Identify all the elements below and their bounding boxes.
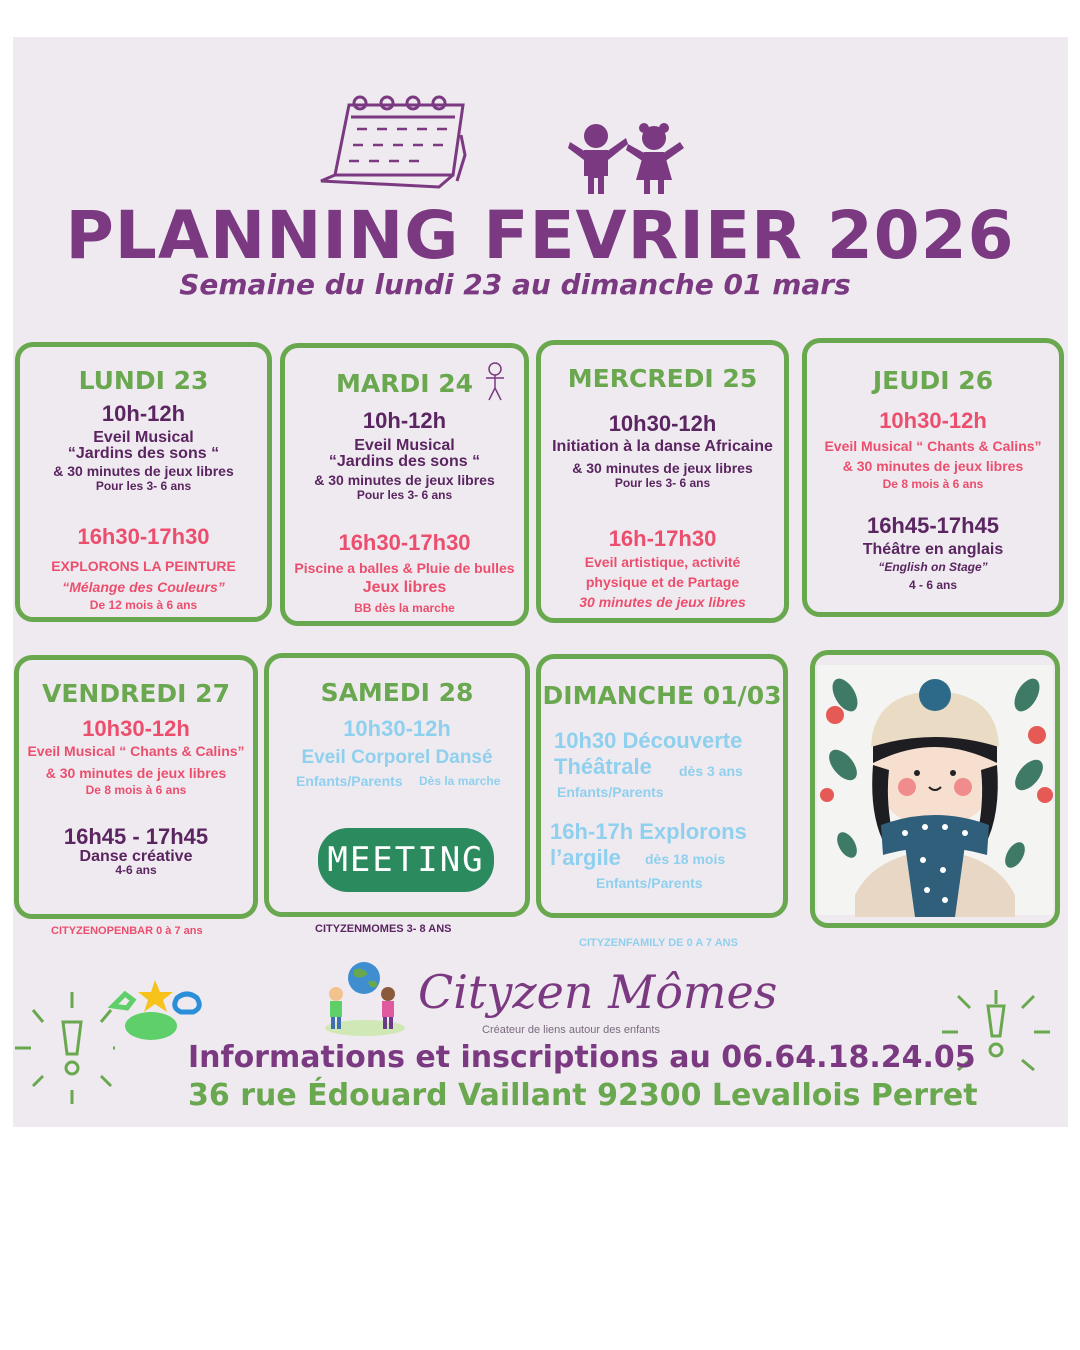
morning-age: Pour les 3- 6 ans — [614, 476, 711, 490]
morning-time: 10h-12h — [101, 401, 186, 426]
afternoon-time: 16h-17h30 — [608, 526, 717, 551]
brand-tagline: Créateur de liens autour des enfants — [482, 1024, 660, 1036]
morning-extra: & 30 minutes de jeux libres — [53, 463, 234, 479]
afternoon-line-1: Eveil artistique, activité — [584, 554, 741, 570]
morning-extra: & 30 minutes de jeux libres — [45, 765, 227, 781]
day-title: SAMEDI 28 — [320, 678, 474, 707]
day-title: LUNDI 23 — [78, 366, 209, 395]
toys-icon — [103, 978, 208, 1046]
morning-age: Pour les 3- 6 ans — [95, 479, 192, 493]
day-title: MARDI 24 — [335, 369, 474, 398]
afternoon-title: “English on Stage” — [878, 560, 988, 574]
afternoon-activity: Danse créative — [79, 848, 193, 865]
day-title: VENDREDI 27 — [42, 679, 230, 708]
morning-activity: Eveil Musical — [93, 429, 194, 446]
afternoon-extra: Jeux libres — [362, 579, 447, 596]
winter-girl-illustration — [815, 655, 1055, 923]
day-title: JEUDI 26 — [872, 366, 994, 395]
afternoon-activity: EXPLORONS LA PEINTURE — [51, 558, 236, 574]
afternoon-time: 16h45 - 17h45 — [63, 824, 209, 849]
day-title: DIMANCHE 01/03 — [542, 681, 782, 710]
page-subtitle: Semaine du lundi 23 au dimanche 01 mars — [179, 268, 851, 301]
afternoon-public: Enfants/Parents — [596, 875, 703, 891]
morning-age: dès 3 ans — [679, 763, 743, 779]
day-card-dimanche — [536, 654, 788, 918]
globe-kids-logo — [318, 960, 412, 1038]
afternoon-age: 4-6 ans — [115, 863, 157, 877]
afternoon-line-2: physique et de Partage — [585, 574, 740, 590]
tag-dimanche: CITYZENFAMILY DE 0 A 7 ANS — [579, 937, 738, 949]
morning-line-2: Théâtrale — [554, 754, 652, 779]
morning-age: Pour les 3- 6 ans — [356, 488, 453, 502]
day-title: MERCREDI 25 — [567, 364, 758, 393]
morning-time: 10h-12h — [362, 408, 447, 433]
morning-extra: & 30 minutes de jeux libres — [572, 460, 753, 476]
morning-activity: Eveil Corporel Dansé — [301, 747, 493, 768]
afternoon-line-3: 30 minutes de jeux libres — [579, 594, 746, 610]
morning-line-1: 10h30 Découverte — [554, 728, 743, 753]
afternoon-time: 16h30-17h30 — [77, 524, 210, 549]
morning-extra: & 30 minutes de jeux libres — [314, 472, 495, 488]
info-phone: Informations et inscriptions au 06.64.18.24.05 — [188, 1040, 976, 1075]
morning-age: De 8 mois à 6 ans — [882, 477, 984, 491]
morning-title: “Jardins des sons “ — [328, 453, 481, 470]
alert-icon — [15, 990, 115, 1105]
afternoon-activity: Théâtre en anglais — [862, 541, 1004, 558]
morning-age: Dès la marche — [419, 774, 501, 788]
morning-time: 10h30-12h — [608, 411, 717, 436]
afternoon-time: 16h30-17h30 — [338, 530, 471, 555]
brand-name: Cityzen Mômes — [418, 965, 778, 1019]
afternoon-line-1: 16h-17h Explorons — [550, 819, 747, 844]
meeting-badge: MEETING — [318, 828, 494, 892]
morning-activity: Eveil Musical — [354, 437, 455, 454]
tag-vendredi: CITYZENOPENBAR 0 à 7 ans — [51, 925, 203, 937]
day-card-vendredi — [14, 655, 258, 919]
page-title: PLANNING FEVRIER 2026 — [65, 197, 1015, 274]
morning-activity: Eveil Musical “ Chants & Calins” — [27, 743, 245, 759]
afternoon-line-2: l’argile — [550, 845, 621, 870]
morning-title: “Jardins des sons “ — [67, 445, 220, 462]
afternoon-age: BB dès la marche — [354, 601, 455, 615]
stick-kid-icon — [482, 360, 508, 402]
morning-public: Enfants/Parents — [557, 784, 664, 800]
afternoon-age: dès 18 mois — [645, 851, 726, 867]
day-card-mercredi — [536, 340, 789, 623]
morning-activity: Eveil Musical “ Chants & Calins” — [824, 438, 1042, 454]
morning-time: 10h30-12h — [879, 408, 987, 433]
afternoon-activity: Piscine a balles & Pluie de bulles — [294, 560, 515, 576]
morning-time: 10h30-12h — [82, 716, 190, 741]
afternoon-age: 4 - 6 ans — [908, 578, 958, 592]
tag-samedi: CITYZENMOMES 3- 8 ANS — [315, 923, 452, 935]
morning-age: De 8 mois à 6 ans — [85, 783, 187, 797]
info-address: 36 rue Édouard Vaillant 92300 Levallois Perret — [188, 1078, 978, 1113]
calendar-icon — [315, 95, 467, 195]
day-card-lundi — [15, 342, 272, 622]
illustration-card — [810, 650, 1060, 928]
day-card-mardi — [280, 343, 529, 626]
afternoon-time: 16h45-17h45 — [866, 513, 1000, 538]
children-icon — [568, 120, 686, 196]
day-card-samedi — [264, 653, 530, 917]
morning-time: 10h30-12h — [343, 716, 451, 741]
afternoon-age: De 12 mois à 6 ans — [89, 598, 198, 612]
morning-extra: & 30 minutes de jeux libres — [842, 458, 1024, 474]
morning-public: Enfants/Parents — [296, 773, 403, 789]
morning-activity: Initiation à la danse Africaine — [552, 438, 773, 455]
afternoon-title: “Mélange des Couleurs” — [62, 579, 225, 595]
day-card-jeudi — [802, 338, 1064, 617]
